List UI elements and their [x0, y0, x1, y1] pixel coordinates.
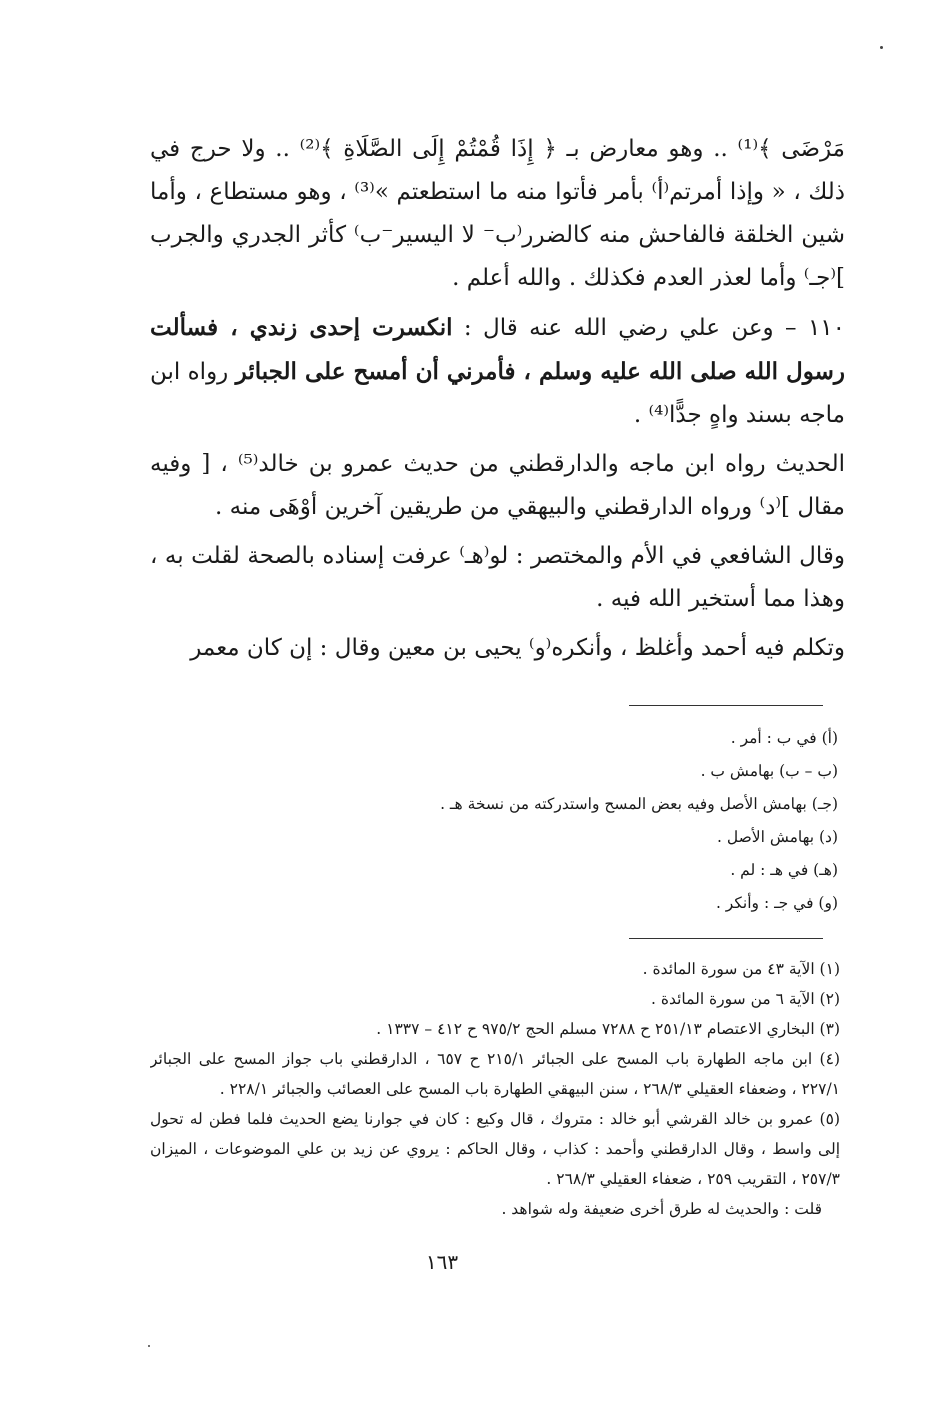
footnote: (٤) ابن ماجه الطهارة باب المسح على الجبائر ٢١٥/١ ح ٦٥٧ ، الدارقطني باب جواز المسح على الجبائر ٢٢٧/١ ، وضعفاء العقيلي ٢٦٨/٣ ، سنن البيهقي الطهارة باب المسح على العصائب والجبائر ٢٢٨/١ . — [150, 1050, 840, 1098]
variants-divider — [629, 705, 823, 706]
hadith-number: ١١٠ — [807, 315, 845, 341]
page-number — [0, 1250, 944, 1274]
scan-speck — [880, 46, 883, 49]
paragraph-3: الحديث رواه ابن ماجه والدارقطني من حديث عمرو بن خالد⁽⁵⁾ ، [ وفيه مقال ]⁽د⁾ ورواه الدارقطني والبيهقي من طريقين آخرين أوْهَى منه . — [150, 451, 845, 520]
scan-speck — [148, 1345, 150, 1347]
footnote: (٥) عمرو بن خالد القرشي أبو خالد : متروك ، قال وكيع : كان في جوارنا يضع الحديث فلما فطن له تحول إلى واسط ، وقال الدارقطني وأحمد : كذاب ، وقال الحاكم : يروي عن زيد بن علي الموضوعات ، الميزان ٢٥٧/٣ ، التقريب ٢٥٩ ، ضعفاء العقيلي ٢٦٨/٣ . — [150, 1110, 840, 1188]
page-number-text: ١٦٣ — [425, 1250, 459, 1274]
paragraph-5: وتكلم فيه أحمد وأغلظ ، وأنكره⁽و⁾ يحيى بن معين وقال : إن كان معمر — [190, 635, 845, 661]
variant-note: (ب – ب) بهامش ب . — [700, 762, 838, 780]
variant-note: (د) بهامش الأصل . — [717, 828, 838, 846]
hadith-110 — [150, 306, 845, 437]
variant-note: (هـ) في هـ : لم . — [730, 861, 838, 879]
main-text — [150, 128, 845, 676]
footnote: (٣) البخاري الاعتصام ٢٥١/١٣ ح ٧٢٨٨ مسلم الحج ٩٧٥/٢ ح ٤١٢ – ١٣٣٧ . — [376, 1020, 840, 1038]
paragraph-4: وقال الشافعي في الأم والمختصر : لو⁽هـ⁾ عرفت إسناده بالصحة لقلت به ، وهذا مما أستخير الله فيه . — [150, 543, 845, 612]
hadith-source: رواه ابن ماجه بسند واهٍ جدًّا⁽⁴⁾ . — [150, 359, 845, 428]
footnotes-divider — [629, 938, 823, 939]
hadith-intro: – وعن علي رضي الله عنه قال : — [452, 315, 808, 341]
footnote: (١) الآية ٤٣ من سورة المائدة . — [642, 960, 840, 978]
variant-note: (و) في جـ : وأنكر . — [715, 894, 838, 912]
variant-note: (جـ) بهامش الأصل وفيه بعض المسح واستدركته من نسخة هـ . — [440, 795, 838, 813]
variant-note: (أ) في ب : أمر . — [730, 729, 838, 747]
paragraph-1: مَرْضَى ﴾⁽¹⁾ .. وهو معارض بـ ﴿ إِذَا قُمْتُمْ إِلَى الصَّلَاةِ ﴾⁽²⁾ .. ولا حرج في ذلك ، « وإذا أمرتم⁽أ⁾ بأمر فأتوا منه ما استطعتم »⁽³⁾ ، وهو مستطاع ، وأما شين الخلقة فالفاحش منه كالضرر⁽ب⁻ لا اليسير⁻ب⁾ كأثر الجدري والجرب ]⁽جـ⁾ وأما لعذر العدم فكذلك . والله أعلم . — [150, 136, 845, 291]
footnotes — [150, 954, 840, 1224]
hadith-matn: انكسرت إحدى زندي ، فسألت رسول الله صلى الله عليه وسلم ، فأمرني أن أمسح على الجبائر — [150, 314, 845, 385]
footnote: (٢) الآية ٦ من سورة المائدة . — [650, 990, 840, 1008]
footnote-remark: قلت : والحديث له طرق أخرى ضعيفة وله شواهد . — [501, 1200, 822, 1218]
variant-readings — [150, 722, 838, 920]
